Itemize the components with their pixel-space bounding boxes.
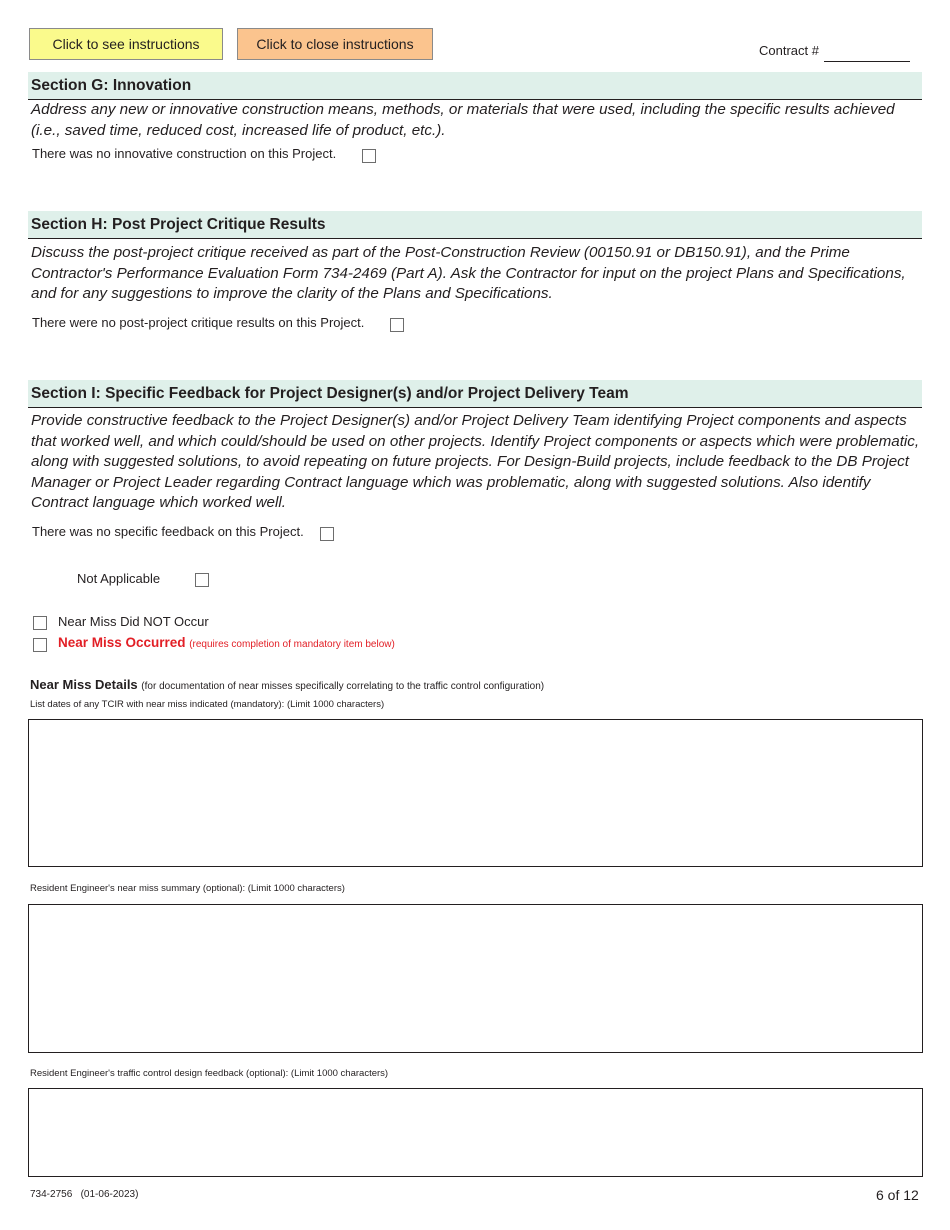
section-i-none-label: There was no specific feedback on this Project.	[32, 524, 304, 539]
not-applicable-checkbox[interactable]	[195, 573, 209, 587]
section-h-description: Discuss the post-project critique received as part of the Post-Construction Review (00150.91 or DB150.91), and the Prime Contractor's Performance Evaluation Form 734-2469 (Part A). Ask the Contractor for input on the project Plans and Specifications, and for any suggestions to improve the clarity of the Plans and Specifications.	[31, 244, 906, 302]
section-g-description: Address any new or innovative construction means, methods, or materials that were used, including the specific results achieved (i.e., saved time, reduced cost, increased life of product, etc.).	[31, 101, 895, 139]
near-miss-details-heading	[30, 677, 544, 692]
near-miss-summary-textarea[interactable]	[28, 904, 923, 1053]
section-h-none-checkbox[interactable]	[390, 318, 404, 332]
near-miss-not-occur-checkbox[interactable]	[33, 616, 47, 630]
field3-label: Resident Engineer's traffic control design feedback (optional): (Limit 1000 characters)	[30, 1068, 389, 1079]
form-number: 734-2756 (01-06-2023)	[30, 1189, 139, 1200]
page-number: 6 of 12	[876, 1187, 919, 1203]
close-instructions-button[interactable]: Click to close instructions	[237, 28, 433, 60]
section-i-none-checkbox[interactable]	[320, 527, 334, 541]
near-miss-occurred-text: Near Miss Occurred	[58, 635, 186, 650]
near-miss-occurred-checkbox[interactable]	[33, 638, 47, 652]
section-h-none-label: There were no post-project critique results on this Project.	[32, 315, 365, 330]
field1-label: List dates of any TCIR with near miss indicated (mandatory): (Limit 1000 characters)	[30, 699, 385, 710]
section-g-none-label: There was no innovative construction on this Project.	[32, 146, 337, 161]
near-miss-details-title: Near Miss Details	[30, 677, 138, 692]
near-miss-not-occur-label: Near Miss Did NOT Occur	[58, 614, 209, 629]
tcir-dates-textarea[interactable]	[28, 719, 923, 867]
traffic-control-feedback-textarea[interactable]	[28, 1088, 923, 1177]
field2-label: Resident Engineer's near miss summary (optional): (Limit 1000 characters)	[30, 883, 345, 894]
near-miss-details-note: (for documentation of near misses specifically correlating to the traffic control configuration)	[141, 681, 545, 692]
section-i-title: Section I: Specific Feedback for Project Designer(s) and/or Project Delivery Team	[28, 380, 922, 408]
section-g-title: Section G: Innovation	[28, 72, 922, 100]
not-applicable-label: Not Applicable	[77, 571, 161, 586]
section-i-description: Provide constructive feedback to the Project Designer(s) and/or Project Delivery Team identifying Project components and aspects that worked well, and which could/should be used on other projects. Identify Project components or aspects which were problematic, along with suggested solutions, to avoid repeating on future projects. For Design-Build projects, include feedback to the DB Project Manager or Project Leader regarding Contract language which was problematic, along with suggested solutions. Also identify Contract language which worked well.	[31, 412, 920, 511]
section-h-title: Section H: Post Project Critique Results	[28, 211, 922, 239]
contract-number-label: Contract #	[759, 43, 819, 58]
contract-number-field[interactable]	[824, 45, 910, 62]
section-g-none-checkbox[interactable]	[362, 149, 376, 163]
see-instructions-button[interactable]: Click to see instructions	[29, 28, 223, 60]
near-miss-occurred-label	[58, 635, 395, 650]
near-miss-occurred-note: (requires completion of mandatory item below)	[189, 639, 395, 650]
